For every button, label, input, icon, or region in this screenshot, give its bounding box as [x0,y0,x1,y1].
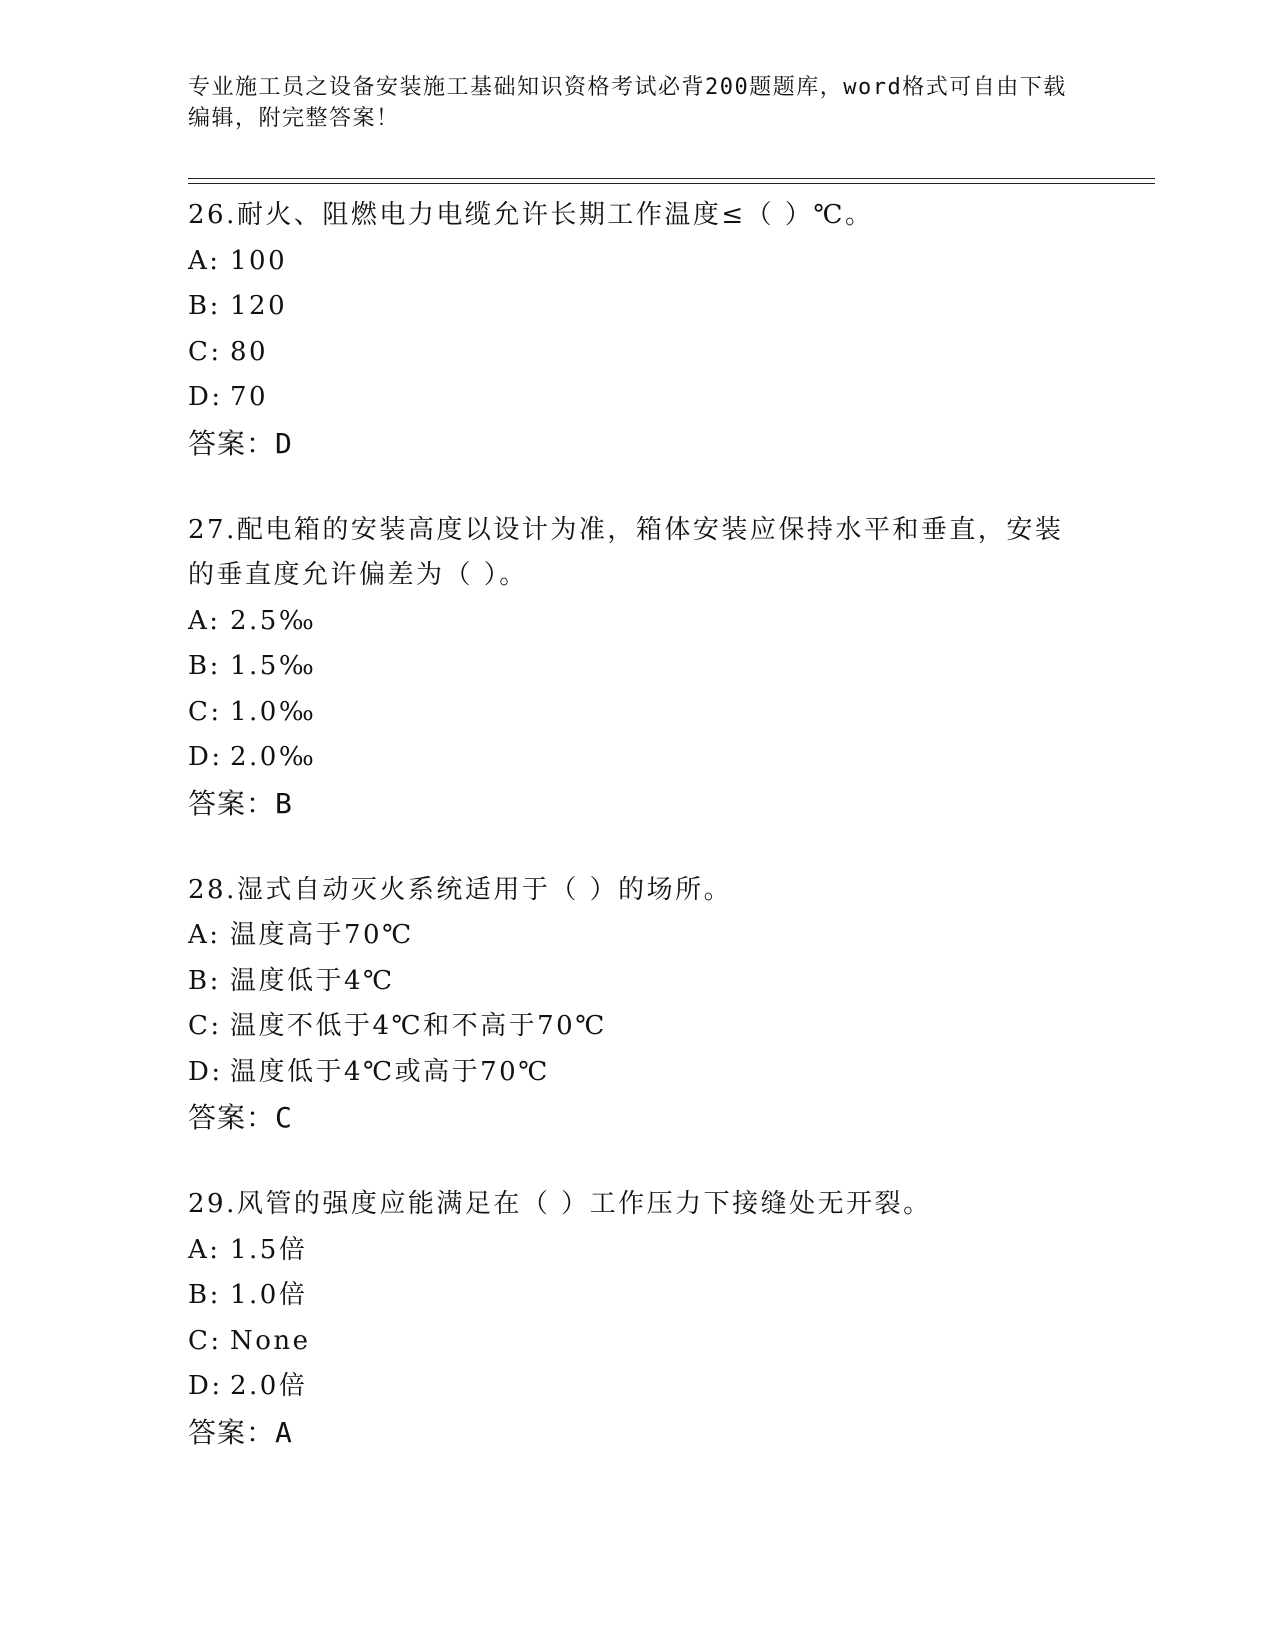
option-text: 2.5‰ [230,605,317,636]
option-text: 1.0倍 [230,1280,308,1310]
question-stem: 27.配电箱的安装高度以设计为准，箱体安装应保持水平和垂直，安装的垂直度允许偏差为（ ）。 [188,514,1064,590]
question-stem: 29.风管的强度应能满足在（ ）工作压力下接缝处无开裂。 [188,1189,932,1219]
option-text: 120 [230,291,288,321]
option-d [188,1364,1088,1410]
option-letter: B: [188,965,221,996]
question-list [188,193,1088,1497]
question-stem: 28.湿式自动灭火系统适用于（ ）的场所。 [188,874,733,905]
option-text: 80 [230,336,269,367]
option-letter: B: [188,1280,221,1310]
answer-line: 答案：A [188,1415,293,1449]
option-text: 温度低于4℃或高于70℃ [230,1056,550,1087]
question-26 [188,193,1088,467]
header-divider-top [188,178,1155,179]
option-c [188,690,1088,736]
option-text: 2.0‰ [230,742,317,772]
header-divider-bottom [188,183,1155,184]
answer-line: 答案：C [188,1101,293,1134]
option-b [188,284,1088,330]
option-letter: C: [188,1325,222,1356]
option-c [188,330,1088,376]
option-text: 温度低于4℃ [230,965,395,996]
option-b [188,1273,1088,1319]
option-letter: A: [188,605,221,636]
option-b [188,644,1088,690]
option-text: None [230,1325,311,1356]
option-text: 1.0‰ [230,696,317,727]
option-a [188,239,1088,285]
option-d [188,735,1088,781]
option-text: 100 [230,245,288,276]
option-letter: A: [188,1234,221,1265]
option-letter: B: [188,291,221,321]
question-29 [188,1182,1088,1456]
option-text: 70 [230,382,269,412]
option-text: 1.5倍 [230,1234,308,1265]
answer-line: 答案：B [188,786,293,820]
question-28 [188,868,1088,1142]
option-letter: C: [188,336,222,367]
option-letter: C: [188,696,222,727]
option-text: 温度高于70℃ [230,920,414,950]
option-a [188,1228,1088,1274]
answer-line: 答案：D [188,426,293,460]
option-letter: D: [188,1371,223,1401]
option-a [188,599,1088,645]
option-d [188,1050,1088,1096]
option-letter: D: [188,742,223,772]
option-c [188,1319,1088,1365]
option-d [188,375,1088,421]
option-text: 1.5‰ [230,651,317,681]
option-a [188,913,1088,959]
option-letter: A: [188,245,221,276]
option-c [188,1004,1088,1050]
question-stem: 26.耐火、阻燃电力电缆允许长期工作温度≤（ ）℃。 [188,200,874,230]
question-27 [188,508,1088,827]
option-text: 温度不低于4℃和不高于70℃ [230,1011,607,1041]
option-letter: D: [188,1056,223,1087]
option-letter: B: [188,651,221,681]
option-letter: C: [188,1011,222,1041]
option-b [188,959,1088,1005]
option-letter: D: [188,382,223,412]
document-header: 专业施工员之设备安装施工基础知识资格考试必背200题题库，word格式可自由下载编辑，附完整答案！ [188,75,1067,131]
option-text: 2.0倍 [230,1371,308,1401]
option-letter: A: [188,920,221,950]
